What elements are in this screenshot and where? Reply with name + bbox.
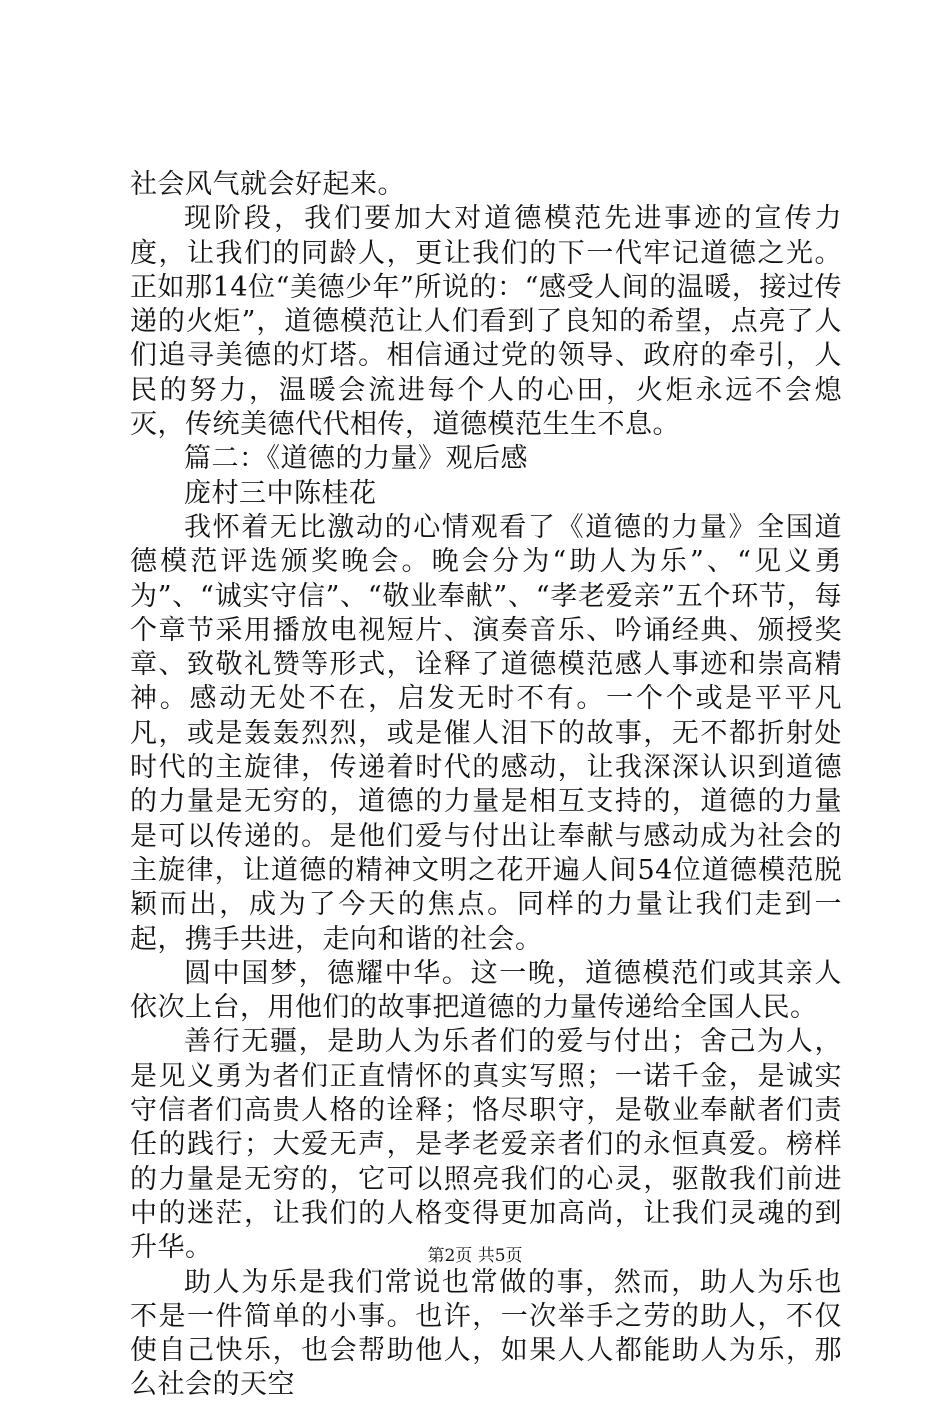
paragraph-6: 圆中国梦，德耀中华。这一晚，道德模范们或其亲人依次上台，用他们的故事把道德的力量传递给全国人民。	[130, 957, 842, 1024]
paragraph-2: 现阶段，我们要加大对道德模范先进事迹的宣传力度，让我们的同龄人，更让我们的下一代牢记道德之光。正如那14位“美德少年”所说的：“感受人间的温暖，接过传递的火炬”，道德模范让人们看到了良知的希望，点亮了人们追寻美德的灯塔。相信通过党的领导、政府的牵引，人民的努力，温暖会流进每个人的心田，火炬永远不会熄灭，传统美德代代相传，道德模范生生不息。	[130, 203, 842, 441]
paragraph-8: 助人为乐是我们常说也常做的事，然而，助人为乐也不是一件简单的小事。也许，一次举手之劳的助人，不仅使自己快乐，也会帮助他人，如果人人都能助人为乐，那么社会的天空	[130, 1266, 842, 1401]
page-number-footer: 第2页 共5页	[427, 1246, 523, 1266]
paragraph-5: 我怀着无比激动的心情观看了《道德的力量》全国道德模范评选颁奖晚会。晚会分为“助人为乐”、“见义勇为”、“诚实守信”、“敬业奉献”、“孝老爱亲”五个环节，每个章节采用播放电视短片、演奏音乐、吟诵经典、颁授奖章、致敬礼赞等形式，诠释了道德模范感人事迹和崇高精神。感动无处不在，启发无时不有。一个个或是平平凡凡，或是轰轰烈烈，或是催人泪下的故事，无不都折射处时代的主旋律，传递着时代的感动，让我深深认识到道德的力量是无穷的，道德的力量是相互支持的，道德的力量是可以传递的。是他们爱与付出让奉献与感动成为社会的主旋律，让道德的精神文明之花开遍人间54位道德模范脱颖而出，成为了今天的焦点。同样的力量让我们走到一起，携手共进，走向和谐的社会。	[130, 511, 842, 955]
document-body	[130, 168, 842, 1403]
paragraph-1: 社会风气就会好起来。	[130, 169, 405, 200]
author-line: 庞村三中陈桂花	[184, 477, 377, 509]
section-heading: 篇二：《道德的力量》观后感	[184, 443, 528, 475]
paragraph-7: 善行无疆，是助人为乐者们的爱与付出；舍己为人，是见义勇为者们正直情怀的真实写照；一诺千金，是诚实守信者们高贵人格的诠释；恪尽职守，是敬业奉献者们责任的践行；大爱无声，是孝老爱亲者们的永恒真爱。榜样的力量是无穷的，它可以照亮我们的心灵，驱散我们前进中的迷茫，让我们的人格变得更加高尚，让我们灵魂的到升华。	[130, 1026, 842, 1264]
